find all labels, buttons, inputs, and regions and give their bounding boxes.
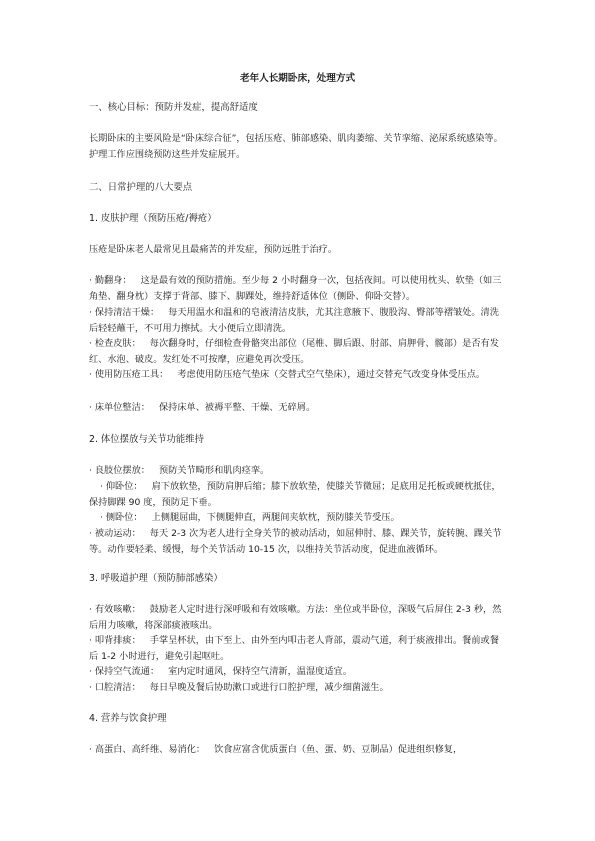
list-item — [89, 400, 507, 416]
list-item — [89, 602, 507, 633]
item-label: · 被动运动： — [89, 528, 141, 539]
item-text: 上侧腿屈曲，下侧腿伸直，两腿间夹软枕，预防膝关节受压。 — [151, 512, 400, 523]
item-text: 每次翻身时，仔细检查骨骼突出部位（尾椎、脚后跟、肘部、肩胛骨、髋部）是否有发红、水泡、破皮。发红处不可按摩，应避免再次受压。 — [89, 338, 499, 365]
item-text: 每天用温水和温和的皂液清洁皮肤，尤其注意腋下、腹股沟、臀部等褶皱处。清洗后轻轻蘸干，不可用力擦拭。大小便后立即清洗。 — [89, 307, 499, 334]
part2-heading: 2. 体位摆放与关节功能维持 — [89, 434, 205, 445]
list-item — [89, 463, 507, 479]
item-label: · 检查皮肤： — [89, 338, 141, 349]
list-item — [89, 680, 507, 696]
item-text: 肩下放软垫，预防肩胛后缩；膝下放软垫，使膝关节微屈；足底用足托板或硬枕抵住，保持脚踝 90 度，预防足下垂。 — [89, 481, 501, 508]
list-item — [89, 305, 507, 336]
list-item — [89, 367, 507, 383]
item-label: · 使用防压疮工具： — [89, 369, 169, 380]
item-text: 每日早晚及餐后协助漱口或进行口腔护理，减少细菌滋生。 — [149, 682, 389, 693]
part4-heading: 4. 营养与饮食护理 — [89, 713, 167, 724]
list-item — [89, 336, 507, 367]
item-label: · 叩背排痰： — [89, 635, 141, 646]
list-item — [89, 479, 507, 510]
item-text: 这是最有效的预防措施。至少每 2 小时翻身一次，包括夜间。可以使用枕头、软垫（如三角垫、翻身枕）支撑于背部、膝下、脚踝处，维持舒适体位（侧卧、仰卧交替）。 — [89, 275, 502, 302]
list-item — [89, 664, 507, 680]
item-label: · 口腔清洁： — [89, 682, 141, 693]
item-text: 鼓励老人定时进行深呼吸和有效咳嗽。方法：坐位或半卧位，深吸气后屏住 2-3 秒，然后用力咳嗽，将深部痰液咳出。 — [89, 604, 502, 631]
item-text: 每天 2-3 次为老人进行全身关节的被动活动，如屈伸肘、膝、踝关节，旋转腕、踝关节等。动作要轻柔、缓慢，每个关节活动 10-15 次，以维持关节活动度，促进血液循环。 — [89, 528, 502, 555]
item-label: · 良肢位摆放： — [89, 465, 150, 476]
item-text: 室内定时通风，保持空气清新，温湿度适宜。 — [168, 666, 352, 677]
list-item — [89, 633, 507, 664]
item-text: 手掌呈杯状，由下至上、由外至内叩击老人背部，震动气道，利于痰液排出。餐前或餐后 1-2 小时进行，避免引起呕吐。 — [89, 635, 499, 662]
section2-heading: 二、日常护理的八大要点 — [89, 182, 193, 193]
item-text: 饮食应富含优质蛋白（鱼、蛋、奶、豆制品）促进组织修复， — [214, 744, 463, 755]
section1-body: 长期卧床的主要风险是“卧床综合征”，包括压疮、肺部感染、肌肉萎缩、关节挛缩、泌尿系统感染等。护理工作应围绕预防这些并发症展开。 — [89, 133, 503, 160]
item-label: · 仰卧位： — [100, 481, 143, 492]
list-item — [89, 526, 507, 557]
item-label: · 勤翻身： — [89, 275, 132, 286]
part1-heading: 1. 皮肤护理（预防压疮/褥疮） — [89, 213, 217, 224]
item-label: · 保持空气流通： — [89, 666, 160, 677]
list-item — [89, 742, 507, 758]
document-title: 老年人长期卧床，处理方式 — [239, 73, 356, 84]
item-label: · 高蛋白、高纤维、易消化： — [89, 744, 206, 755]
part1-intro: 压疮是卧床老人最常见且最痛苦的并发症，预防远胜于治疗。 — [89, 244, 338, 255]
list-item — [89, 273, 507, 304]
item-text: 预防关节畸形和肌肉痉挛。 — [158, 465, 270, 476]
item-text: 考虑使用防压疮气垫床（交替式空气垫床），通过交替充气改变身体受压点。 — [177, 369, 486, 380]
section1-heading: 一、核心目标：预防并发症，提高舒适度 — [89, 102, 258, 113]
item-label: · 床单位整洁： — [89, 402, 150, 413]
item-label: · 保持清洁干燥： — [89, 307, 160, 318]
item-label: · 侧卧位： — [100, 512, 143, 523]
part3-heading: 3. 呼吸道护理（预防肺部感染） — [89, 573, 223, 584]
item-text: 保持床单、被褥平整、干燥、无碎屑。 — [158, 402, 316, 413]
list-item — [89, 510, 507, 526]
item-label: · 有效咳嗽： — [89, 604, 141, 615]
